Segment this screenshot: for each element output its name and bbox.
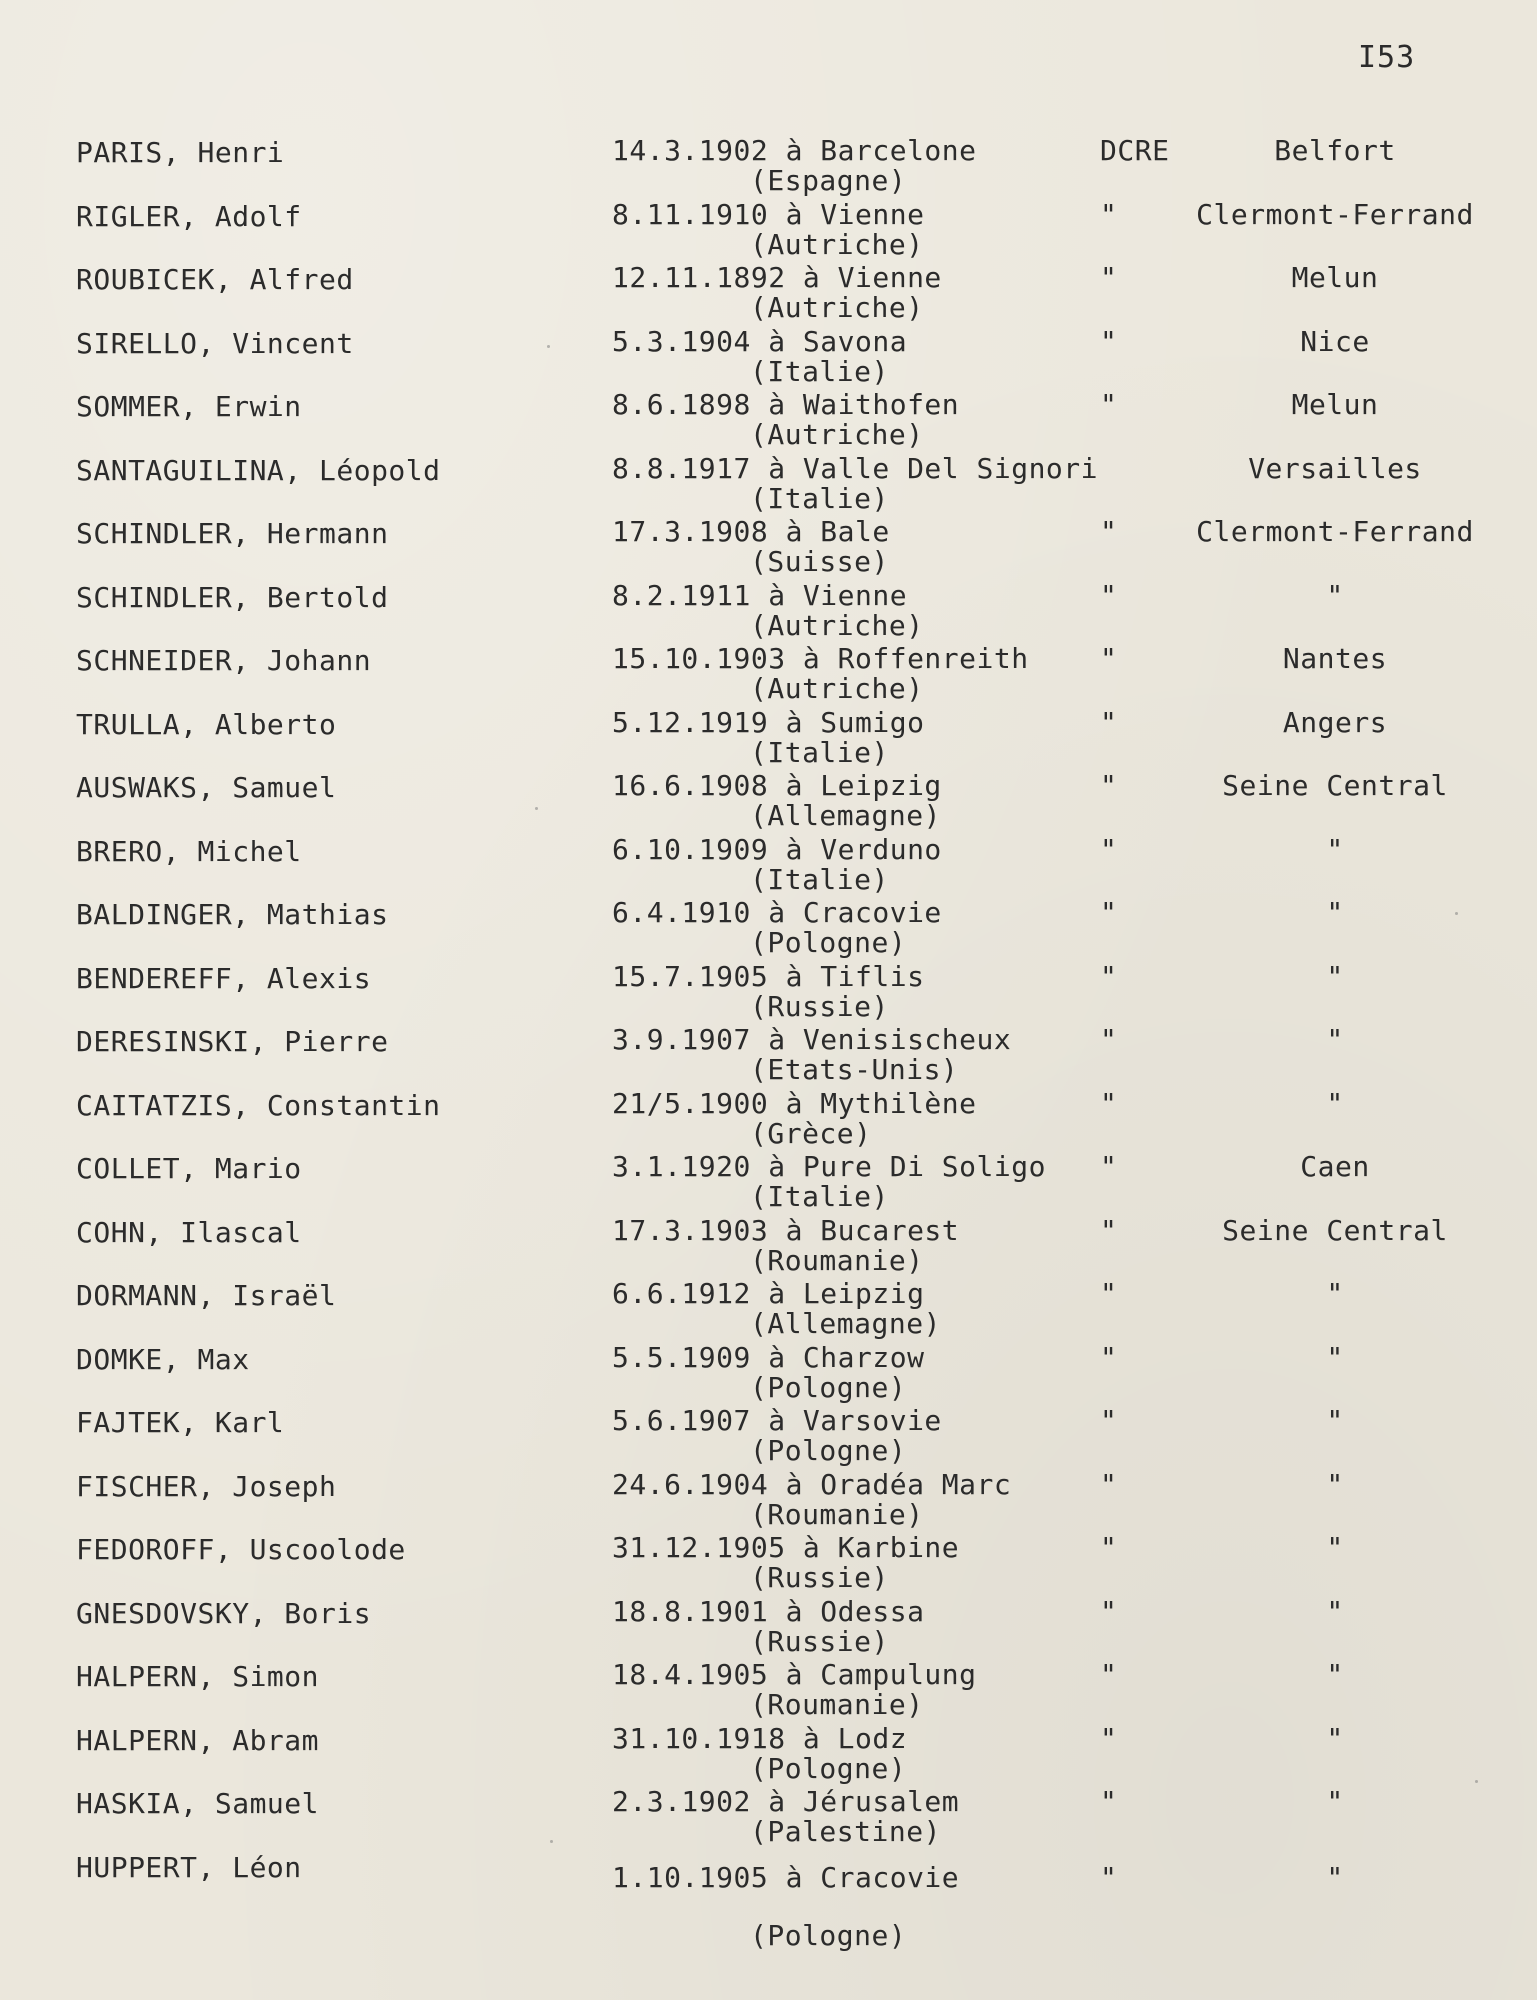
list-item xyxy=(0,390,1537,454)
birth-date-place: 8.11.1910 à Vienne xyxy=(612,197,925,231)
birth-country: (Suisse) xyxy=(750,545,889,578)
list-item xyxy=(0,1467,1537,1534)
prefecture: " xyxy=(1326,1277,1344,1310)
birth-country: (Roumanie) xyxy=(750,1243,924,1277)
person-name: BALDINGER, Mathias xyxy=(76,898,389,931)
prefecture: " xyxy=(1326,896,1344,929)
list-item xyxy=(0,1340,1537,1407)
birth-date-place: 31.10.1918 à Lodz xyxy=(612,1721,908,1755)
authority-code: " xyxy=(1100,1150,1118,1183)
birth-country: (Espagne) xyxy=(750,164,907,197)
birth-country: (Roumanie) xyxy=(750,1497,924,1531)
authority-code: " xyxy=(1100,388,1118,421)
birth-date-place: 3.1.1920 à Pure Di Soligo xyxy=(612,1150,1046,1183)
authority-code: " xyxy=(1100,1658,1118,1691)
person-name: DORMANN, Israël xyxy=(76,1279,337,1312)
birth-country: (Etats-Unis) xyxy=(750,1053,959,1086)
paper-speck xyxy=(1475,1780,1478,1783)
person-name: SCHINDLER, Hermann xyxy=(76,517,389,550)
list-item xyxy=(0,959,1537,1026)
authority-code: " xyxy=(1100,1023,1118,1056)
person-name: COHN, Ilascal xyxy=(76,1215,302,1249)
authority-code: " xyxy=(1100,1277,1118,1310)
authority-code: " xyxy=(1100,261,1118,294)
list-item xyxy=(0,517,1537,581)
list-item xyxy=(0,705,1537,772)
list-item xyxy=(0,898,1537,962)
prefecture: Versailles xyxy=(1248,451,1422,485)
birth-country: (Grèce) xyxy=(750,1116,872,1150)
authority-code: " xyxy=(1100,1404,1118,1437)
birth-country: (Autriche) xyxy=(750,227,924,261)
birth-date-place: 6.10.1909 à Verduno xyxy=(612,832,942,866)
authority-code: " xyxy=(1100,1213,1118,1247)
list-item xyxy=(0,451,1537,518)
birth-date-place: 8.8.1917 à Valle Del Signori xyxy=(612,451,1099,485)
list-item xyxy=(0,1213,1537,1280)
prefecture: " xyxy=(1326,1658,1344,1691)
entry-list xyxy=(0,136,1537,1961)
list-item xyxy=(0,197,1537,264)
list-item xyxy=(0,1086,1537,1153)
prefecture: Caen xyxy=(1300,1150,1370,1183)
birth-country: (Italie) xyxy=(750,481,889,515)
birth-country: (Pologne) xyxy=(750,1918,907,1952)
authority-code: " xyxy=(1100,1594,1118,1628)
authority-code: " xyxy=(1100,705,1118,739)
list-item xyxy=(0,1721,1537,1788)
person-name: FISCHER, Joseph xyxy=(76,1469,337,1503)
list-item xyxy=(0,1279,1537,1343)
birth-country: (Autriche) xyxy=(750,672,924,705)
authority-code: " xyxy=(1100,1860,1118,1894)
birth-date-place: 2.3.1902 à Jérusalem xyxy=(612,1785,960,1818)
prefecture: Angers xyxy=(1282,705,1388,739)
paper-speck xyxy=(547,345,550,348)
birth-date-place: 31.12.1905 à Karbine xyxy=(612,1531,960,1564)
prefecture: Seine Central xyxy=(1222,1213,1448,1247)
person-name: RIGLER, Adolf xyxy=(76,199,302,233)
birth-date-place: 5.12.1919 à Sumigo xyxy=(612,705,925,739)
authority-code: " xyxy=(1100,324,1118,358)
person-name: SOMMER, Erwin xyxy=(76,390,302,423)
authority-code: " xyxy=(1100,1785,1118,1818)
birth-date-place: 12.11.1892 à Vienne xyxy=(612,261,942,294)
prefecture: " xyxy=(1326,1721,1344,1755)
person-name: AUSWAKS, Samuel xyxy=(76,771,337,804)
birth-country: (Italie) xyxy=(750,354,889,388)
birth-date-place: 5.6.1907 à Varsovie xyxy=(612,1404,942,1437)
person-name: BENDEREFF, Alexis xyxy=(76,961,372,995)
prefecture: " xyxy=(1326,1023,1344,1056)
birth-date-place: 8.6.1898 à Waithofen xyxy=(612,388,960,421)
prefecture: Nice xyxy=(1300,324,1370,358)
birth-country: (Roumanie) xyxy=(750,1688,924,1721)
list-item xyxy=(0,1533,1537,1597)
list-item xyxy=(0,644,1537,708)
authority-code: " xyxy=(1100,1340,1118,1374)
authority-code: " xyxy=(1100,197,1118,231)
authority-code: " xyxy=(1100,1721,1118,1755)
prefecture: Melun xyxy=(1291,388,1379,421)
person-name: SIRELLO, Vincent xyxy=(76,326,354,360)
prefecture: " xyxy=(1326,1860,1344,1894)
list-item xyxy=(0,324,1537,391)
birth-date-place: 17.3.1903 à Bucarest xyxy=(612,1213,960,1247)
person-name: FAJTEK, Karl xyxy=(76,1406,285,1439)
authority-code: " xyxy=(1100,959,1118,993)
person-name: DERESINSKI, Pierre xyxy=(76,1025,389,1058)
list-item xyxy=(0,832,1537,899)
list-item xyxy=(0,1152,1537,1216)
person-name: SCHNEIDER, Johann xyxy=(76,644,372,677)
list-item xyxy=(0,1787,1537,1851)
authority-code: " xyxy=(1100,1467,1118,1501)
prefecture: " xyxy=(1326,832,1344,866)
authority-code: " xyxy=(1100,515,1118,548)
prefecture: Melun xyxy=(1291,261,1379,294)
person-name: HUPPERT, Léon xyxy=(76,1850,302,1884)
birth-country: (Palestine) xyxy=(750,1815,941,1848)
authority-code: " xyxy=(1100,1531,1118,1564)
birth-country: (Russie) xyxy=(750,1561,889,1594)
birth-date-place: 3.9.1907 à Venisischeux xyxy=(612,1023,1012,1056)
list-item xyxy=(0,1025,1537,1089)
person-name: TRULLA, Alberto xyxy=(76,707,337,741)
person-name: GNESDOVSKY, Boris xyxy=(76,1596,372,1630)
birth-country: (Russie) xyxy=(750,1624,889,1658)
birth-date-place: 15.7.1905 à Tiflis xyxy=(612,959,925,993)
birth-date-place: 17.3.1908 à Bale xyxy=(612,515,890,548)
authority-code: " xyxy=(1100,1086,1118,1120)
prefecture: " xyxy=(1326,578,1344,612)
birth-date-place: 1.10.1905 à Cracovie xyxy=(612,1860,960,1894)
birth-date-place: 18.8.1901 à Odessa xyxy=(612,1594,925,1628)
list-item xyxy=(0,136,1537,200)
prefecture: Belfort xyxy=(1274,134,1396,167)
person-name: HALPERN, Simon xyxy=(76,1660,320,1693)
birth-country: (Pologne) xyxy=(750,1434,907,1467)
page-number: I53 xyxy=(1358,40,1416,75)
birth-country: (Russie) xyxy=(750,989,889,1023)
list-item xyxy=(0,1406,1537,1470)
person-name: HASKIA, Samuel xyxy=(76,1787,320,1820)
birth-country: (Pologne) xyxy=(750,1751,907,1785)
paper-speck xyxy=(535,807,538,810)
birth-country: (Autriche) xyxy=(750,291,924,324)
list-item xyxy=(0,771,1537,835)
birth-country: (Italie) xyxy=(750,862,889,896)
prefecture: " xyxy=(1326,1467,1344,1501)
birth-date-place: 18.4.1905 à Campulung xyxy=(612,1658,977,1691)
birth-date-place: 5.5.1909 à Charzow xyxy=(612,1340,925,1374)
prefecture: " xyxy=(1326,1531,1344,1564)
birth-date-place: 8.2.1911 à Vienne xyxy=(612,578,908,612)
person-name: HALPERN, Abram xyxy=(76,1723,320,1757)
prefecture: " xyxy=(1326,959,1344,993)
authority-code: DCRE xyxy=(1100,134,1170,167)
person-name: CAITATZIS, Constantin xyxy=(76,1088,441,1122)
birth-country: (Pologne) xyxy=(750,1370,907,1404)
prefecture: " xyxy=(1326,1404,1344,1437)
person-name: ROUBICEK, Alfred xyxy=(76,263,354,296)
list-item xyxy=(0,578,1537,645)
paper-speck xyxy=(1455,912,1458,915)
authority-code: " xyxy=(1100,832,1118,866)
birth-date-place: 6.6.1912 à Leipzig xyxy=(612,1277,925,1310)
list-item xyxy=(0,1660,1537,1724)
birth-date-place: 6.4.1910 à Cracovie xyxy=(612,896,942,929)
birth-country: (Autriche) xyxy=(750,418,924,451)
authority-code: " xyxy=(1100,769,1118,802)
birth-country: (Italie) xyxy=(750,1180,889,1213)
authority-code: " xyxy=(1100,578,1118,612)
birth-date-place: 14.3.1902 à Barcelone xyxy=(612,134,977,167)
birth-country: (Allemagne) xyxy=(750,1307,941,1340)
prefecture: " xyxy=(1326,1785,1344,1818)
birth-country: (Pologne) xyxy=(750,926,907,959)
birth-date-place: 16.6.1908 à Leipzig xyxy=(612,769,942,802)
birth-date-place: 5.3.1904 à Savona xyxy=(612,324,908,358)
list-item xyxy=(0,1851,1537,1961)
birth-date-place: 21/5.1900 à Mythilène xyxy=(612,1086,977,1120)
person-name: SCHINDLER, Bertold xyxy=(76,580,389,614)
person-name: BRERO, Michel xyxy=(76,834,302,868)
person-name: DOMKE, Max xyxy=(76,1342,250,1376)
person-name: COLLET, Mario xyxy=(76,1152,302,1185)
list-item xyxy=(0,263,1537,327)
birth-date-place: 24.6.1904 à Oradéa Marc xyxy=(612,1467,1012,1501)
prefecture: " xyxy=(1326,1340,1344,1374)
prefecture: Clermont-Ferrand xyxy=(1196,197,1474,231)
birth-country: (Allemagne) xyxy=(750,799,941,832)
birth-date-place: 15.10.1903 à Roffenreith xyxy=(612,642,1029,675)
prefecture: Clermont-Ferrand xyxy=(1196,515,1474,548)
birth-country: (Autriche) xyxy=(750,608,924,642)
person-name: PARIS, Henri xyxy=(76,136,285,169)
list-item xyxy=(0,1594,1537,1661)
birth-country: (Italie) xyxy=(750,735,889,769)
person-name: SANTAGUILINA, Léopold xyxy=(76,453,441,487)
paper-speck xyxy=(550,1840,553,1843)
prefecture: Seine Central xyxy=(1222,769,1448,802)
authority-code: " xyxy=(1100,642,1118,675)
person-name: FEDOROFF, Uscoolode xyxy=(76,1533,406,1566)
authority-code: " xyxy=(1100,896,1118,929)
prefecture: " xyxy=(1326,1594,1344,1628)
prefecture: Nantes xyxy=(1282,642,1388,675)
prefecture: " xyxy=(1326,1086,1344,1120)
